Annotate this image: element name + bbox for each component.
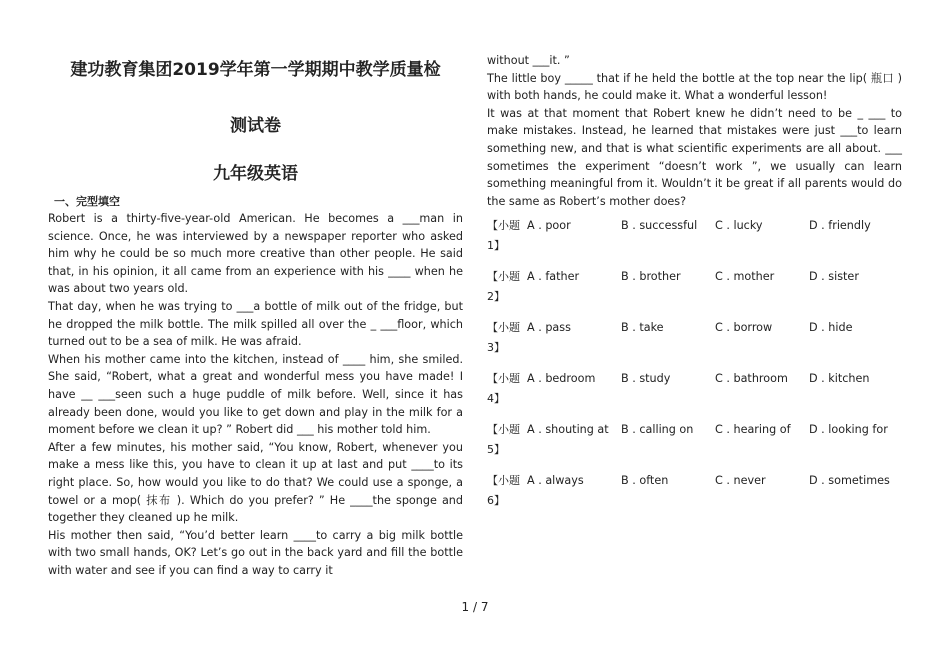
- option-a: A . father: [527, 269, 580, 283]
- right-column: [487, 52, 902, 520]
- question-number: 2】: [487, 290, 505, 304]
- question-list: [487, 214, 902, 511]
- option-b: B . take: [621, 320, 664, 334]
- question-label: 【小题: [487, 474, 520, 488]
- passage-paragraph: It was at that moment that Robert knew he didn’t need to be _ ___ to make mistakes. Instead, he learned that mistakes were just ___to learn something new, and that is what scientific experiments are all about. ___ sometimes the experiment “doesn’t work ”, we usually can learn something meaningful from it. Wouldn’t it be great if all parents would do the same as Robert’s mother does?: [487, 106, 902, 208]
- option-b: B . calling on: [621, 422, 694, 436]
- question-label: 【小题: [487, 372, 520, 386]
- question-label: 【小题: [487, 321, 520, 335]
- question-number: 6】: [487, 494, 505, 508]
- option-b: B . often: [621, 473, 669, 487]
- document-title-continued: 测试卷: [230, 116, 281, 136]
- passage-paragraph: When his mother came into the kitchen, instead of ____ him, she smiled. She said, “Robert, what a great and wonderful mess you have made! I have __ ___seen such a huge puddle of milk before. Well, since it has already been done, would you like to get down and play in the milk for a moment before we clean it up? ” Robert did ___ his mother told him.: [48, 352, 463, 437]
- document-title: 建功教育集团2019学年第一学期期中教学质量检: [70, 60, 441, 80]
- question-number: 1】: [487, 239, 505, 253]
- option-d: D . kitchen: [809, 371, 870, 385]
- option-a: A . bedroom: [527, 371, 596, 385]
- option-d: D . hide: [809, 320, 853, 334]
- question-label: 【小题: [487, 270, 520, 284]
- option-b: B . successful: [621, 218, 698, 232]
- option-d: D . looking for: [809, 422, 888, 436]
- option-c: C . mother: [715, 269, 775, 283]
- option-a: A . pass: [527, 320, 571, 334]
- passage-paragraph: without ___it. ”: [487, 54, 570, 67]
- passage-paragraph: After a few minutes, his mother said, “You know, Robert, whenever you make a mess like this, you have to clean it up at last and put ____to its right place. So, how would you like to do that? We could use a sponge, a towel or a mop( 抹布 ). Which do you prefer? ” He ____the sponge and together they cleaned up he milk.: [48, 440, 463, 525]
- option-a: A . always: [527, 473, 584, 487]
- option-d: D . sometimes: [809, 473, 890, 487]
- question-item: [487, 265, 902, 307]
- option-d: D . sister: [809, 269, 859, 283]
- question-item: [487, 469, 902, 511]
- option-c: C . never: [715, 473, 766, 487]
- passage-paragraph: That day, when he was trying to ___a bottle of milk out of the fridge, but he dropped the milk bottle. The milk spilled all over the _ ___floor, which turned out to be a sea of milk. He was afraid.: [48, 299, 463, 349]
- question-item: [487, 316, 902, 358]
- option-c: C . bathroom: [715, 371, 788, 385]
- question-item: [487, 418, 902, 460]
- option-c: C . hearing of: [715, 422, 791, 436]
- question-number: 3】: [487, 341, 505, 355]
- option-d: D . friendly: [809, 218, 871, 232]
- subject-heading: 九年级英语: [213, 164, 298, 184]
- question-label: 【小题: [487, 219, 520, 233]
- question-number: 4】: [487, 392, 505, 406]
- question-item: [487, 367, 902, 409]
- passage-paragraph: His mother then said, “You’d better learn ____to carry a big milk bottle with two small hands, OK? Let’s go out in the back yard and fill the bottle with water and see if you can find a way to carry it: [48, 528, 463, 577]
- question-number: 5】: [487, 443, 505, 457]
- passage-paragraph: Robert is a thirty-five-year-old American. He becomes a ___man in science. Once, he was interviewed by a newspaper reporter who asked him why he could be so much more creative than other people. He said that, in his opinion, it all came from an experience with his ____ when he was about two years old.: [48, 212, 463, 296]
- question-item: [487, 214, 902, 256]
- passage-paragraph: The little boy _____ that if he held the bottle at the top near the lip( 瓶口 ) with both hands, he could make it. What a wonderful lesson!: [487, 71, 902, 103]
- option-c: C . lucky: [715, 218, 763, 232]
- option-a: A . shouting at: [527, 422, 609, 436]
- left-column: [48, 58, 463, 579]
- option-c: C . borrow: [715, 320, 773, 334]
- page-number: 1 / 7: [461, 600, 489, 614]
- section-heading: 一、完型填空: [54, 195, 120, 208]
- option-b: B . study: [621, 371, 671, 385]
- option-a: A . poor: [527, 218, 571, 232]
- option-b: B . brother: [621, 269, 681, 283]
- question-label: 【小题: [487, 423, 520, 437]
